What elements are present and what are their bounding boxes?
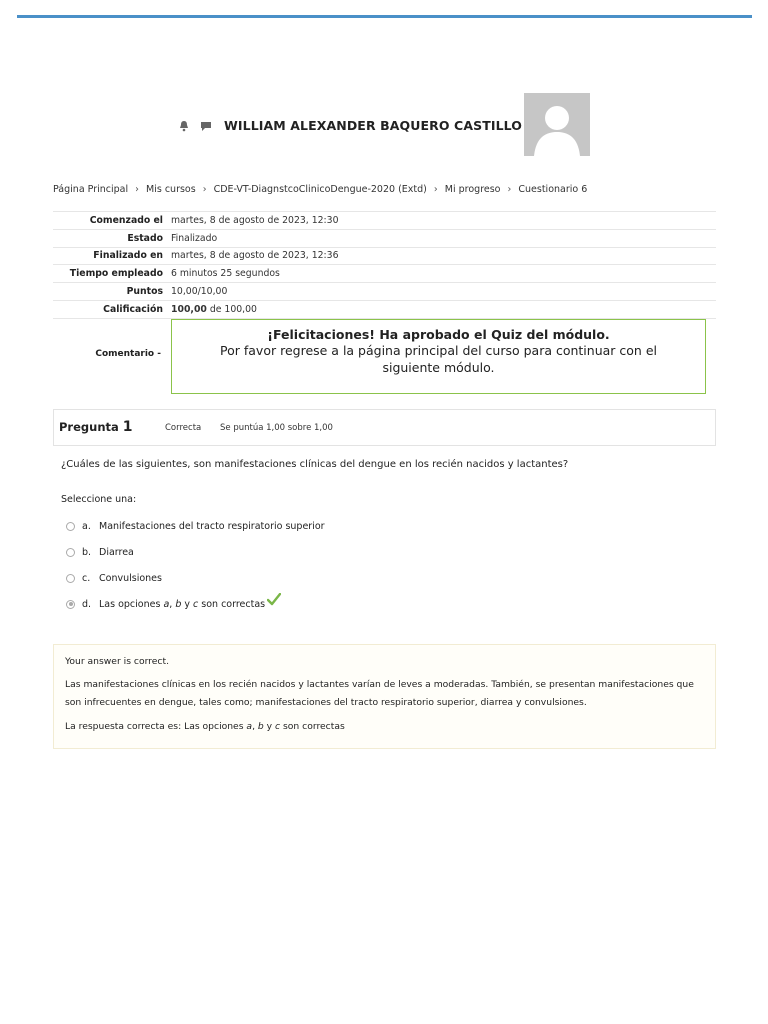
answer-letter: a. bbox=[82, 520, 91, 532]
answer-option-a bbox=[66, 513, 325, 539]
summary-label: Calificación bbox=[103, 303, 163, 315]
chevron-right-icon: › bbox=[433, 184, 438, 195]
question-info bbox=[53, 409, 716, 446]
avatar-placeholder-icon bbox=[524, 93, 590, 156]
top-accent-line bbox=[17, 15, 752, 18]
right-answer bbox=[65, 718, 705, 736]
question-label: Pregunta bbox=[59, 420, 119, 434]
answer-label: Convulsiones bbox=[99, 572, 162, 584]
answer-label: Manifestaciones del tracto respiratorio superior bbox=[99, 520, 325, 532]
summary-label: Tiempo empleado bbox=[69, 268, 163, 280]
user-name[interactable]: WILLIAM ALEXANDER BAQUERO CASTILLO bbox=[224, 117, 522, 133]
right-answer-sep: , bbox=[252, 721, 258, 732]
answer-list bbox=[66, 513, 325, 617]
summary-value: Finalizado bbox=[171, 232, 218, 244]
answer-radio[interactable] bbox=[66, 522, 75, 531]
answer-label bbox=[99, 599, 265, 610]
chat-icon[interactable] bbox=[200, 120, 212, 132]
right-answer-sep: y bbox=[263, 721, 276, 732]
avatar[interactable] bbox=[524, 93, 590, 156]
answer-option-c bbox=[66, 565, 325, 591]
question-text: ¿Cuáles de las siguientes, son manifestaciones clínicas del dengue en los recién nacidos y lactantes? bbox=[61, 459, 569, 470]
breadcrumb bbox=[53, 184, 587, 195]
summary-row bbox=[53, 229, 716, 247]
breadcrumb-progress[interactable]: Mi progreso bbox=[444, 184, 501, 195]
right-answer-option: b bbox=[257, 721, 264, 732]
summary-label: Comenzado el bbox=[89, 214, 163, 226]
summary-row bbox=[53, 300, 716, 318]
summary-label: Estado bbox=[127, 232, 163, 244]
answer-letter: b. bbox=[82, 546, 92, 558]
chevron-right-icon: › bbox=[135, 184, 139, 195]
summary-value: martes, 8 de agosto de 2023, 12:30 bbox=[171, 214, 339, 226]
feedback-text: Por favor regrese a la página principal del curso para continuar con el siguiente módulo. bbox=[220, 343, 657, 375]
overall-feedback-row bbox=[53, 318, 716, 396]
answer-option-ref: b bbox=[175, 598, 182, 610]
summary-value: martes, 8 de agosto de 2023, 12:36 bbox=[171, 250, 339, 262]
right-answer-option: a bbox=[246, 721, 253, 732]
general-feedback: Las manifestaciones clínicas en los recién nacidos y lactantes varían de leves a moderadas. También, se presentan manifestaciones que son infrecuentes en dengue, tales como; manifestaciones del tracto respiratorio superior, diarrea y convulsiones. bbox=[65, 679, 694, 708]
summary-row bbox=[53, 265, 716, 283]
feedback-title: ¡Felicitaciones! Ha aprobado el Quiz del módulo. bbox=[267, 327, 610, 342]
answer-option-ref: a bbox=[163, 598, 170, 610]
answer-option-ref: c bbox=[193, 598, 199, 610]
summary-label: Puntos bbox=[126, 286, 163, 298]
answer-radio-selected[interactable] bbox=[66, 600, 75, 609]
summary-value: 6 minutos 25 segundos bbox=[171, 268, 280, 280]
right-answer-option: c bbox=[275, 721, 281, 732]
user-menu-bar bbox=[178, 93, 535, 157]
summary-value: 10,00/10,00 bbox=[171, 286, 228, 298]
answer-prompt: Seleccione una: bbox=[61, 494, 137, 505]
summary-row bbox=[53, 283, 716, 301]
breadcrumb-quiz[interactable]: Cuestionario 6 bbox=[518, 184, 588, 195]
user-icons bbox=[178, 120, 212, 132]
question-grade: Se puntúa 1,00 sobre 1,00 bbox=[220, 423, 333, 433]
answer-sep: y bbox=[181, 598, 194, 610]
answer-status: Your answer is correct. bbox=[65, 656, 169, 667]
answer-letter: d. bbox=[82, 598, 92, 610]
answer-option-b bbox=[66, 539, 325, 565]
answer-radio[interactable] bbox=[66, 574, 75, 583]
checkmark-icon bbox=[267, 593, 281, 609]
answer-label: Diarrea bbox=[99, 546, 134, 558]
grade-value: 100,00 bbox=[171, 303, 207, 315]
right-answer-post: son correctas bbox=[280, 721, 345, 732]
summary-row bbox=[53, 247, 716, 265]
summary-label: Finalizado en bbox=[93, 250, 163, 262]
comment-label: Comentario - bbox=[95, 349, 161, 359]
breadcrumb-my-courses[interactable]: Mis cursos bbox=[146, 184, 196, 195]
grade-total: de 100,00 bbox=[206, 303, 257, 315]
right-answer-pre: La respuesta correcta es: Las opciones bbox=[65, 721, 247, 732]
chevron-right-icon: › bbox=[202, 184, 207, 195]
bell-icon[interactable] bbox=[178, 120, 190, 132]
answer-radio[interactable] bbox=[66, 548, 75, 557]
breadcrumb-course[interactable]: CDE-VT-DiagnstcoClinicoDengue-2020 (Extd) bbox=[213, 184, 427, 195]
answer-text-post: son correctas bbox=[198, 598, 266, 610]
question-title bbox=[59, 419, 133, 435]
summary-row bbox=[53, 212, 716, 230]
feedback-box bbox=[171, 319, 706, 394]
answer-sep: , bbox=[169, 598, 176, 610]
answer-letter: c. bbox=[82, 572, 91, 584]
breadcrumb-home[interactable]: Página Principal bbox=[53, 184, 129, 195]
question-number: 1 bbox=[122, 419, 133, 435]
chevron-right-icon: › bbox=[507, 184, 512, 195]
question-outcome bbox=[53, 644, 716, 749]
question-state: Correcta bbox=[165, 423, 202, 433]
answer-text-pre: Las opciones bbox=[99, 598, 164, 610]
answer-option-d bbox=[66, 591, 325, 617]
summary-value bbox=[171, 300, 716, 318]
quiz-summary-table bbox=[53, 211, 716, 319]
